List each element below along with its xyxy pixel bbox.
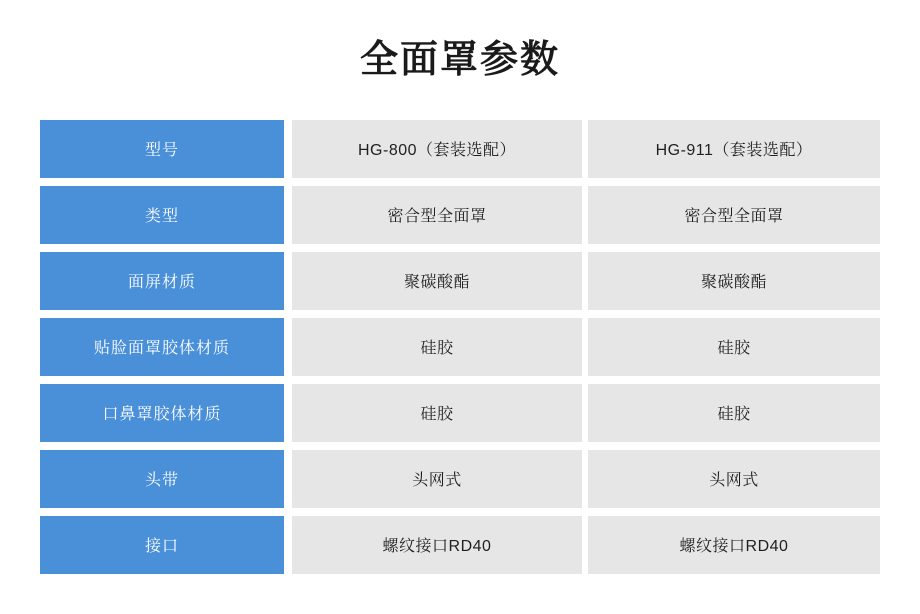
spec-value-model-hg800: HG-800（套装选配）	[284, 120, 582, 178]
spec-label-connector: 接口	[40, 516, 284, 574]
table-row	[40, 120, 880, 178]
spec-label-type: 类型	[40, 186, 284, 244]
spec-value-face-seal-material-hg911: 硅胶	[582, 318, 880, 376]
table-body	[40, 120, 880, 574]
spec-label-visor-material: 面屏材质	[40, 252, 284, 310]
table-row	[40, 252, 880, 310]
specification-table	[40, 112, 880, 582]
spec-value-visor-material-hg911: 聚碳酸酯	[582, 252, 880, 310]
spec-value-model-hg911: HG-911（套装选配）	[582, 120, 880, 178]
spec-value-face-seal-material-hg800: 硅胶	[284, 318, 582, 376]
spec-value-connector-hg800: 螺纹接口RD40	[284, 516, 582, 574]
spec-label-model: 型号	[40, 120, 284, 178]
spec-label-headband: 头带	[40, 450, 284, 508]
table-row	[40, 516, 880, 574]
spec-value-nose-mouth-material-hg800: 硅胶	[284, 384, 582, 442]
page-title: 全面罩参数	[359, 39, 560, 81]
table-row	[40, 186, 880, 244]
spec-value-type-hg800: 密合型全面罩	[284, 186, 582, 244]
spec-label-nose-mouth-material: 口鼻罩胶体材质	[40, 384, 284, 442]
spec-value-connector-hg911: 螺纹接口RD40	[582, 516, 880, 574]
spec-value-type-hg911: 密合型全面罩	[582, 186, 880, 244]
spec-value-headband-hg911: 头网式	[582, 450, 880, 508]
table-row	[40, 318, 880, 376]
table-row	[40, 384, 880, 442]
spec-label-face-seal-material: 贴脸面罩胶体材质	[40, 318, 284, 376]
spec-value-visor-material-hg800: 聚碳酸酯	[284, 252, 582, 310]
table-row	[40, 450, 880, 508]
spec-value-nose-mouth-material-hg911: 硅胶	[582, 384, 880, 442]
spec-value-headband-hg800: 头网式	[284, 450, 582, 508]
